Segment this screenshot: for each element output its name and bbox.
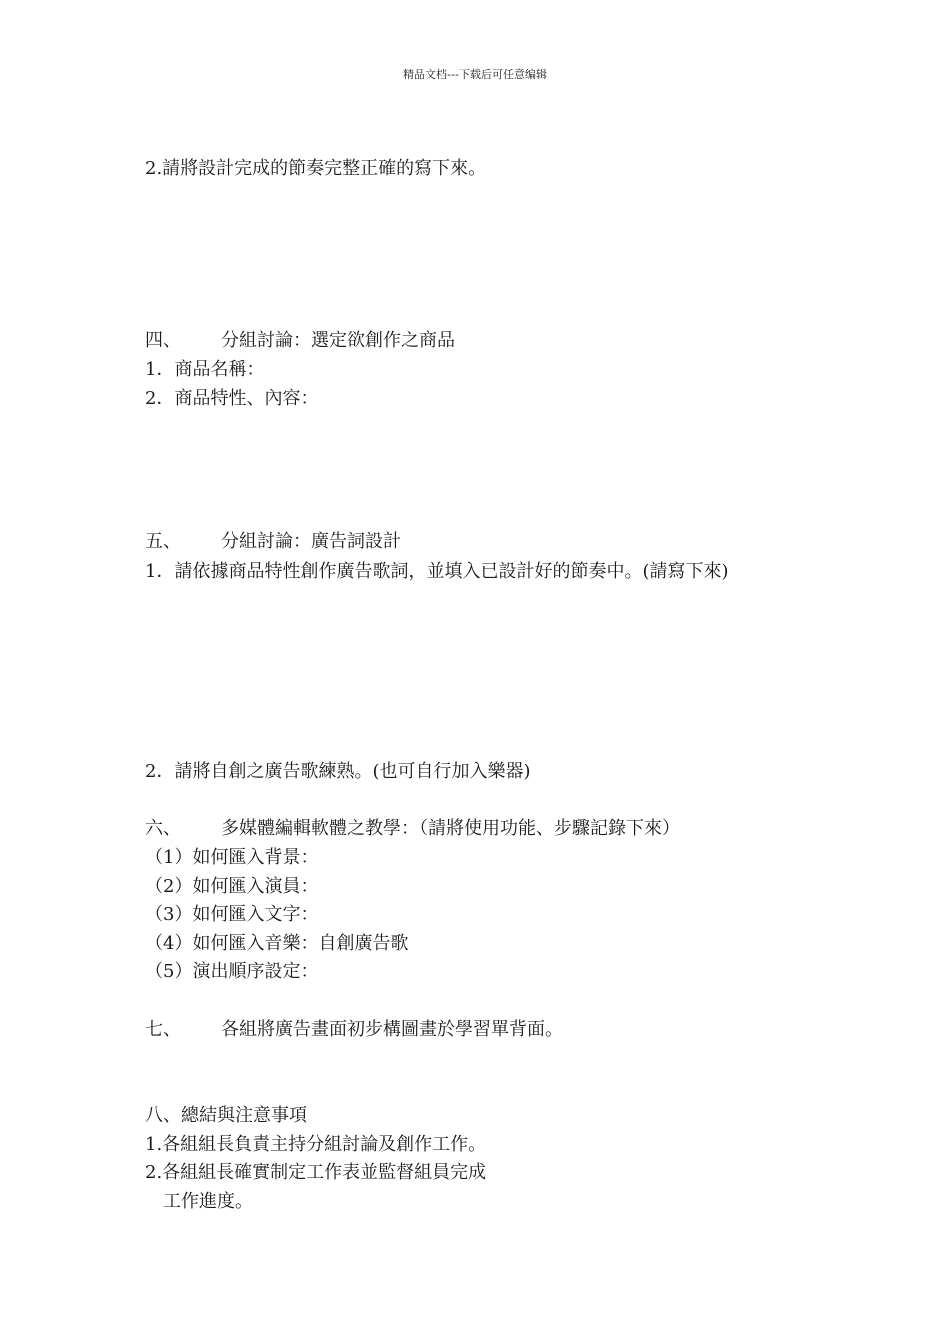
section8-item2: 2.各組組長確實制定工作表並監督組員完成 <box>145 1162 487 1183</box>
section6-number: 六、 <box>145 818 181 839</box>
section6-item-2: （2）如何匯入演員： <box>145 876 319 897</box>
section6-item-3: （3）如何匯入文字： <box>145 904 319 925</box>
section5-heading <box>145 530 401 554</box>
section7-number: 七、 <box>145 1019 181 1040</box>
section6-item-4: （4）如何匯入音樂：自創廣告歌 <box>145 933 409 954</box>
section6-title: 多媒體編輯軟體之教學：（請將使用功能、步驟記錄下來） <box>221 818 680 839</box>
page-header: 精品文档---下载后可任意编辑 <box>403 68 547 81</box>
section4-number: 四、 <box>145 330 181 351</box>
section3-item2: 2.請將設計完成的節奏完整正確的寫下來。 <box>145 158 487 179</box>
section4-item1: 1．商品名稱： <box>145 359 265 380</box>
section6-item-1: （1）如何匯入背景： <box>145 847 319 868</box>
section5-number: 五、 <box>145 531 181 552</box>
section8-item2-continuation: 工作進度。 <box>163 1191 253 1212</box>
section8-item1: 1.各組組長負責主持分組討論及創作工作。 <box>145 1134 487 1155</box>
section4-heading <box>145 329 455 353</box>
section4-title: 分組討論：選定欲創作之商品 <box>221 330 455 351</box>
section7-heading <box>145 1018 563 1042</box>
section5-item2: 2．請將自創之廣告歌練熟。(也可自行加入樂器) <box>145 761 531 782</box>
section7-title: 各組將廣告畫面初步構圖畫於學習單背面。 <box>221 1019 563 1040</box>
section5-item1: 1．請依據商品特性創作廣告歌詞，並填入已設計好的節奏中。(請寫下來) <box>145 561 729 582</box>
section6-heading <box>145 817 680 841</box>
section5-title: 分組討論：廣告詞設計 <box>221 531 401 552</box>
section8-heading: 八、總結與注意事項 <box>145 1105 307 1126</box>
section6-item-5: （5）演出順序設定： <box>145 961 319 982</box>
section4-item2: 2．商品特性、內容： <box>145 388 319 409</box>
